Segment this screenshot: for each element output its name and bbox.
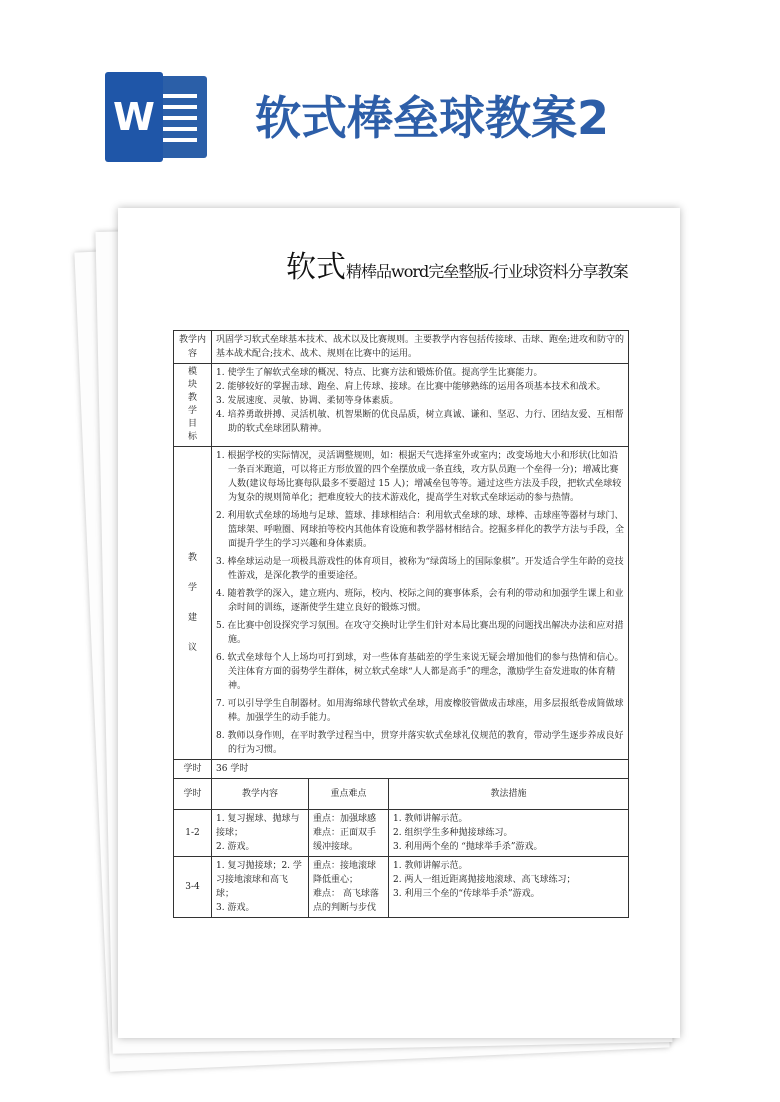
suggestions-label <box>174 447 212 760</box>
suggestions-label-char: 教 <box>187 553 197 563</box>
schedule-hours: 3-4 <box>174 857 212 918</box>
goals-label-char: 标 <box>187 432 197 442</box>
document-page <box>118 208 680 1038</box>
suggestion-item: 8. 教师以身作则，在平时教学过程当中，贯穿并落实软式垒球礼仪规范的教育，带动学生逐步养成良好的行为习惯。 <box>216 731 624 755</box>
schedule-key-points: 重点：接地滚球降低重心； 难点： 高飞球落点的判断与步伐 <box>309 857 389 918</box>
schedule-key-points: 重点：加强球感 难点：正面双手缓冲接球。 <box>309 810 389 857</box>
hours-value: 36 学时 <box>212 760 629 779</box>
document-title: 软式棒垒球教案2 <box>255 91 610 145</box>
goals-label-char: 教 <box>187 393 197 403</box>
suggestions-label-char: 建 <box>187 613 197 623</box>
suggestion-item: 2. 利用软式垒球的场地与足球、篮球、排球相结合：利用软式垒球的球、球棒、击球座等器材与球门、篮球架、呼啦圈、网球拍等校内其他体育设施和教学器材相结合。挖掘多样化的教学方法与手段，全面提升学生的学习兴趣和身体素质。 <box>216 511 625 549</box>
goals-label-char: 学 <box>187 406 197 416</box>
goal-item: 4. 培养勇敢拼搏、灵活机敏、机智果断的优良品质，树立真诚、谦和、坚忍、力行、团结友爱、互相帮助的软式垒球团队精神。 <box>216 410 624 434</box>
content-row <box>174 331 629 364</box>
hours-row <box>174 760 629 779</box>
schedule-hours: 1-2 <box>174 810 212 857</box>
column-header: 教学内容 <box>212 779 309 810</box>
header <box>0 0 780 180</box>
suggestion-item: 1. 根据学校的实际情况，灵活调整规则，如：根据天气选择室外或室内；改变场地大小和形状(比如沿一条百米跑道，可以将正方形放置的四个垒摆放成一条直线，攻方队员跑一个垒得一分)；增减比赛人数(建议每场比赛每队最多不要超过 15 人)；增减垒包等等。通过这些方法及手段，把软式垒球较为复杂的规则简单化；把难度较大的技术游戏化，提高学生对软式垒球运动的参与热情。 <box>216 451 622 503</box>
content-label: 教学内容 <box>174 331 212 364</box>
suggestion-item: 5. 在比赛中创设探究学习氛围。在攻守交换时让学生们针对本局比赛出现的问题找出解决办法和应对措施。 <box>216 621 624 645</box>
goals-label-char: 块 <box>187 380 197 390</box>
suggestion-item: 4. 随着教学的深入，建立班内、班际，校内、校际之间的赛事体系，会有利的带动和加强学生课上和业余时间的训练，逐渐使学生建立良好的锻炼习惯。 <box>216 589 624 613</box>
goals-row <box>174 364 629 447</box>
word-icon-letter: W <box>105 72 163 162</box>
suggestions-row <box>174 447 629 760</box>
page-heading-sub: 精棒品word完垒整版-行业球资料分享教案 <box>346 262 628 281</box>
method-item: 2. 两人一组近距离抛接地滚球、高飞球练习； <box>393 875 576 885</box>
page-heading <box>286 242 628 286</box>
goals-list <box>212 364 629 447</box>
method-item: 3. 利用两个垒的 “抛球举手杀”游戏。 <box>393 842 543 852</box>
method-item: 3. 利用三个垒的“传球举手杀”游戏。 <box>393 889 540 899</box>
column-header: 教法措施 <box>389 779 629 810</box>
content-text: 巩固学习软式垒球基本技术、战术以及比赛规则。主要教学内容包括传接球、击球、跑垒;进攻和防守的基本战术配合;技术、战术、规则在比赛中的运用。 <box>212 331 629 364</box>
goals-label <box>174 364 212 447</box>
schedule-methods <box>389 857 629 918</box>
column-header: 重点难点 <box>309 779 389 810</box>
method-item: 1. 教师讲解示范。 <box>393 814 468 824</box>
suggestion-item: 3. 棒垒球运动是一项极具游戏性的体育项目，被称为“绿茵场上的国际象棋”。开发适合学生年龄的竞技性游戏，是深化教学的重要途径。 <box>216 557 624 581</box>
goal-item: 3. 发展速度、灵敏、协调、柔韧等身体素质。 <box>216 396 399 406</box>
schedule-header-row <box>174 779 629 810</box>
suggestion-item: 7. 可以引导学生自制器材。如用海绵球代替软式垒球，用废橡胶管做成击球座，用多层报纸卷成简做球棒。加强学生的动手能力。 <box>216 699 624 723</box>
suggestions-label-char: 学 <box>187 583 197 593</box>
suggestions-list <box>212 447 629 760</box>
method-item: 1. 教师讲解示范。 <box>393 861 468 871</box>
lesson-plan-table <box>173 330 629 918</box>
goals-label-char: 模 <box>187 367 197 377</box>
schedule-content: 1. 复习握球、抛球与接球； 2. 游戏。 <box>212 810 309 857</box>
suggestion-item: 6. 软式垒球每个人上场均可打到球，对一些体育基础差的学生来说无疑会增加他们的参与热情和信心。关注体育方面的弱势学生群体，树立软式垒球“人人都是高手”的理念，激励学生奋发进取的体育精神。 <box>216 653 624 691</box>
goal-item: 2. 能够较好的掌握击球、跑垒、肩上传球、接球。在比赛中能够熟练的运用各项基本技术和战术。 <box>216 382 606 392</box>
goals-label-char: 目 <box>187 419 197 429</box>
page-heading-main: 软式 <box>286 250 346 285</box>
word-document-icon <box>105 72 207 162</box>
column-header: 学时 <box>174 779 212 810</box>
schedule-row <box>174 857 629 918</box>
schedule-row <box>174 810 629 857</box>
goal-item: 1. 使学生了解软式垒球的概况、特点、比赛方法和锻炼价值。提高学生比赛能力。 <box>216 368 543 378</box>
hours-label: 学时 <box>174 760 212 779</box>
schedule-content: 1. 复习抛接球；2. 学习接地滚球和高飞球； 3. 游戏。 <box>212 857 309 918</box>
method-item: 2. 组织学生多种抛接球练习。 <box>393 828 513 838</box>
schedule-methods <box>389 810 629 857</box>
suggestions-label-char: 议 <box>187 643 197 653</box>
